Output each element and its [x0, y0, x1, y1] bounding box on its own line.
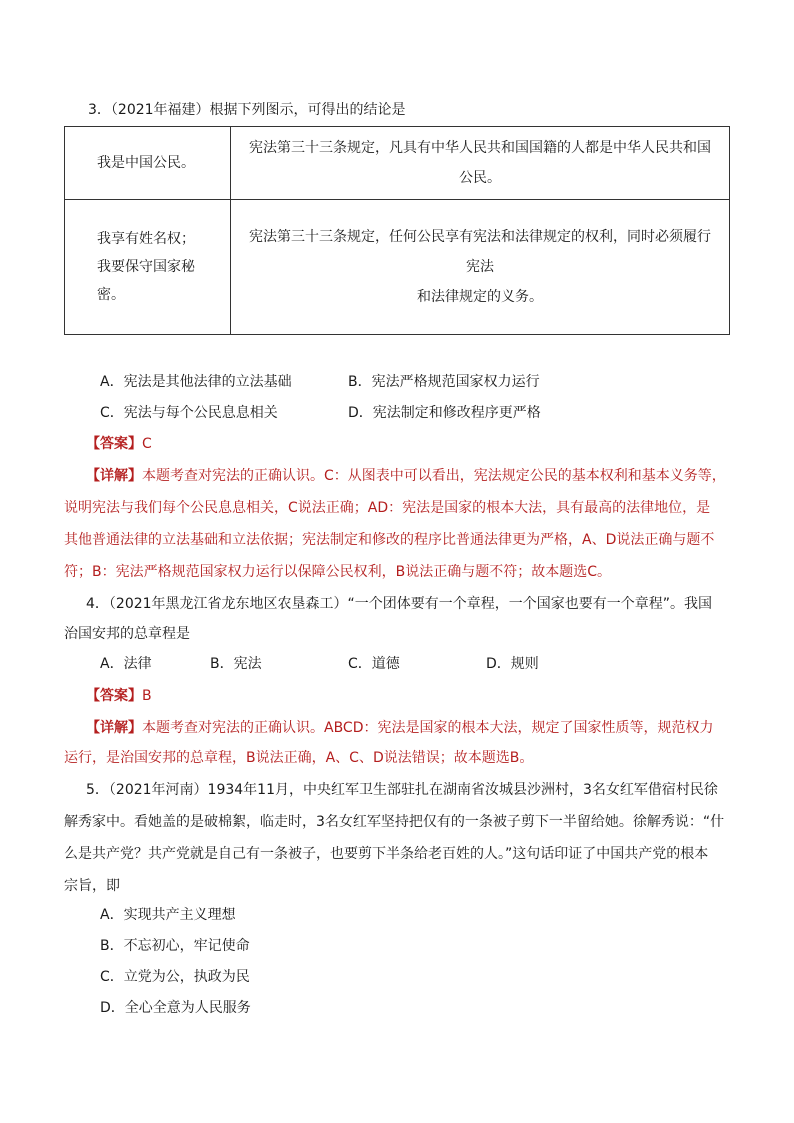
q5-stem-line: 解秀家中。看她盖的是破棉絮，临走时，3名女红军坚持把仅有的一条被子剪下一半留给她。徐解秀说：“什	[64, 814, 725, 830]
q3-table-left-line: 我要保守国家秘密。	[97, 259, 195, 303]
q3-table-left-line: 我享有姓名权；	[97, 231, 195, 247]
q3-option-b: B．宪法严格规范国家权力运行	[348, 374, 540, 390]
q3-option-d: D．宪法制定和修改程序更严格	[348, 405, 541, 421]
q4-stem-line: 4．（2021年黑龙江省龙东地区农垦森工）“一个团体要有一个章程，一个国家也要有一个章程”。我国	[86, 596, 713, 612]
q5-option-b: B．不忘初心，牢记使命	[100, 938, 250, 954]
q4-option-b: B．宪法	[210, 656, 262, 672]
q3-answer-value: C	[142, 436, 152, 452]
q4-explain-label: 【详解】	[86, 720, 142, 736]
q3-explain-line	[86, 466, 726, 486]
q4-explain-text: 本题考查对宪法的正确认识。ABCD：宪法是国家的根本大法，规定了国家性质等，规范权力	[142, 720, 714, 736]
q4-option-d: D．规则	[486, 656, 539, 672]
q3-table-row	[65, 127, 730, 200]
q4-explain-line: 运行，是治国安邦的总章程，B说法正确，A、C、D说法错误；故本题选B。	[64, 750, 534, 766]
q4-option-c: C．道德	[348, 656, 400, 672]
q5-option-c: C．立党为公，执政为民	[100, 969, 250, 985]
q3-table-row	[65, 200, 730, 335]
q3-option-a: A．宪法是其他法律的立法基础	[100, 374, 292, 390]
q5-stem-line: 么是共产党？共产党就是自己有一条被子，也要剪下半条给老百姓的人。”这句话印证了中国共产党的根本	[64, 846, 709, 862]
q3-stem: 3．（2021年福建）根据下列图示，可得出的结论是	[88, 102, 406, 118]
q4-explain-line	[86, 718, 714, 738]
q3-table-right-line: 和法律规定的义务。	[417, 289, 543, 305]
q3-table-cell-right: 宪法第三十三条规定，凡具有中华人民共和国国籍的人都是中华人民共和国公民。	[231, 127, 730, 200]
q3-explain-line: 符；B：宪法严格规范国家权力运行以保障公民权利，B说法正确与题不符；故本题选C。	[64, 564, 611, 580]
q5-stem-line: 宗旨，即	[64, 878, 120, 894]
q3-option-c: C．宪法与每个公民息息相关	[100, 405, 278, 421]
q4-answer-value: B	[142, 688, 152, 704]
q3-table-right-line: 宪法第三十三条规定，任何公民享有宪法和法律规定的权利，同时必须履行宪法	[249, 229, 711, 275]
q4-answer-label: 【答案】	[86, 688, 142, 704]
q3-table	[64, 126, 730, 335]
q4-stem-line: 治国安邦的总章程是	[64, 626, 190, 642]
q3-explain-line: 说明宪法与我们每个公民息息相关，C说法正确；AD：宪法是国家的根本大法，具有最高的法律地位，是	[64, 500, 711, 516]
q5-option-d: D．全心全意为人民服务	[100, 1000, 251, 1016]
q3-explain-line: 其他普通法律的立法基础和立法依据；宪法制定和修改的程序比普通法律更为严格，A、D说法正确与题不	[64, 532, 715, 548]
q3-answer	[86, 434, 152, 454]
q3-answer-label: 【答案】	[86, 436, 142, 452]
q5-stem-line: 5．（2021年河南）1934年11月，中央红军卫生部驻扎在湖南省汝城县沙洲村，3名女红军借宿村民徐	[86, 782, 718, 798]
q5-option-a: A．实现共产主义理想	[100, 907, 236, 923]
q3-explain-label: 【详解】	[86, 468, 142, 484]
q4-option-a: A．法律	[100, 656, 152, 672]
q4-answer	[86, 686, 152, 706]
q3-table-cell-left: 我是中国公民。	[65, 127, 231, 200]
q3-table-cell-left	[65, 200, 231, 335]
q3-explain-text: 本题考查对宪法的正确认识。C：从图表中可以看出，宪法规定公民的基本权利和基本义务等，	[142, 468, 726, 484]
q3-table-cell-right	[231, 200, 730, 335]
